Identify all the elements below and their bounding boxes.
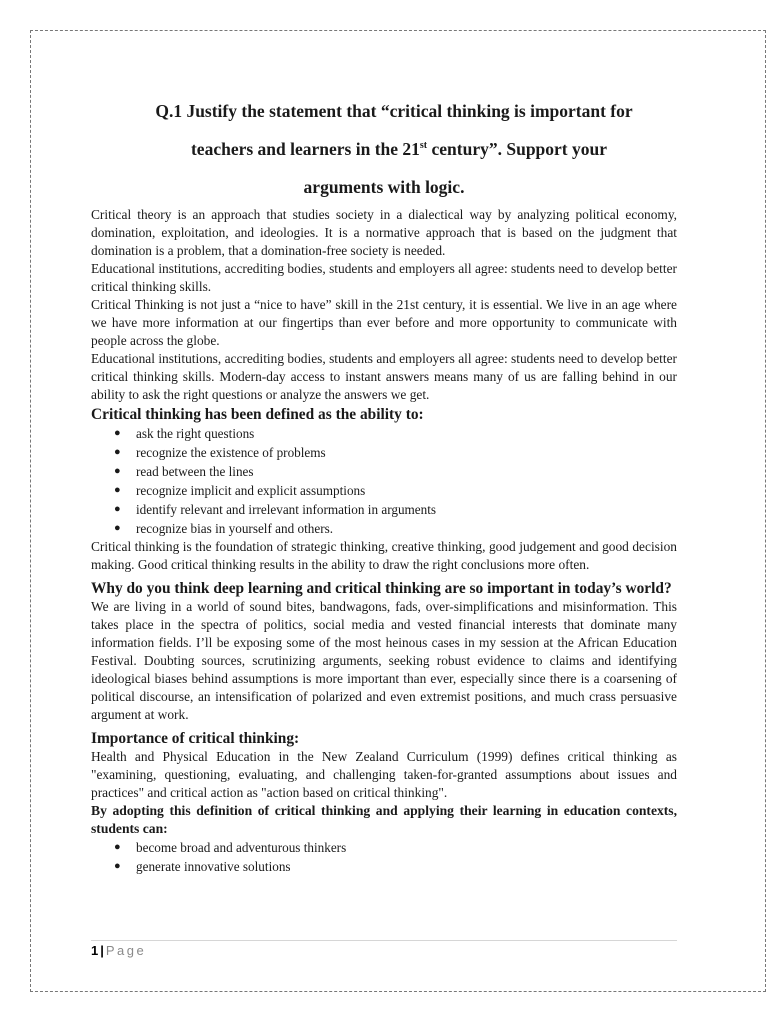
title-line-2-end: century”. Support your xyxy=(427,139,608,159)
list-item-text: read between the lines xyxy=(136,464,254,479)
list-item-text: ask the right questions xyxy=(136,426,255,441)
title-line-1: Q.1 Justify the statement that “critical thinking is important for xyxy=(155,101,633,121)
list-item xyxy=(91,519,677,538)
title-line-2 xyxy=(91,130,677,168)
title-line-2-start: teachers and learners in the 21 xyxy=(190,139,420,159)
importance-paragraph: Health and Physical Education in the New Zealand Curriculum (1999) defines critical thinking as "examining, questioning, evaluating, and challenging taken-for-granted assumptions about issues and practices" and critical action as "action based on critical thinking". xyxy=(91,749,677,800)
list-item-text: recognize the existence of problems xyxy=(136,445,326,460)
document-body xyxy=(91,92,677,876)
list-item-text: become broad and adventurous thinkers xyxy=(136,840,347,855)
footer-separator: | xyxy=(100,943,104,958)
page-footer xyxy=(91,943,146,959)
list-item xyxy=(91,462,677,481)
intro-paragraph-4: Educational institutions, accrediting bodies, students and employers all agree: students need to develop better critical thinking skills. Modern-day access to instant answers means many of us are falling behind in our ability to ask the right questions or analyze the answers we get. xyxy=(91,351,677,402)
list-item xyxy=(91,424,677,443)
students-can-list xyxy=(91,838,677,876)
intro-paragraph-3: Critical Thinking is not just a “nice to have” skill in the 21st century, it is essential. We live in an age where we have more information at our fingertips than ever before and more opportunity to communicate with people across the globe. xyxy=(91,297,677,348)
list-item-text: identify relevant and irrelevant information in arguments xyxy=(136,502,437,517)
bullet-icon: ● xyxy=(114,860,121,872)
importance-bold-paragraph: By adopting this definition of critical thinking and applying their learning in education contexts, students can: xyxy=(91,803,677,836)
bullet-icon: ● xyxy=(114,446,121,458)
why-paragraph: We are living in a world of sound bites, bandwagons, fads, over-simplifications and misinformation. This takes place in the spectra of politics, social media and vested financial interests that dominate many information fields. I’ll be exposing some of the most heinous cases in my session at the African Education Festival. Doubting sources, scrutinizing arguments, seeking robust evidence to claims and identifying ideological biases behind assumptions is more important than ever, especially since there is a coarsening of political discourse, an intensification of polarized and even extremist positions, and much crass persuasive argument at work. xyxy=(91,599,677,722)
list-item xyxy=(91,481,677,500)
bullet-icon: ● xyxy=(114,503,121,515)
section-heading-why: Why do you think deep learning and critical thinking are so important in today’s world? xyxy=(91,580,672,597)
list-item-text: generate innovative solutions xyxy=(136,859,291,874)
page-label: Page xyxy=(105,943,147,958)
bullet-icon: ● xyxy=(114,522,121,534)
title-superscript: st xyxy=(419,140,428,152)
definition-paragraph: Critical thinking is the foundation of strategic thinking, creative thinking, good judgement and good decision making. Good critical thinking results in the ability to draw the right conclusions more often. xyxy=(91,539,677,572)
intro-paragraph-2: Educational institutions, accrediting bodies, students and employers all agree: students need to develop better critical thinking skills. xyxy=(91,261,677,294)
bullet-icon: ● xyxy=(114,484,121,496)
title-line-3: arguments with logic. xyxy=(303,177,465,197)
definition-list xyxy=(91,424,677,538)
list-item xyxy=(91,500,677,519)
bullet-icon: ● xyxy=(114,465,121,477)
list-item-text: recognize bias in yourself and others. xyxy=(136,521,334,536)
list-item xyxy=(91,838,677,857)
intro-paragraph-1: Critical theory is an approach that studies society in a dialectical way by analyzing political economy, domination, exploitation, and ideologies. It is a normative approach that is based on the judgment that domination is a problem, that a domination-free society is needed. xyxy=(91,207,677,258)
footer-divider xyxy=(91,940,677,941)
section-heading-definition: Critical thinking has been defined as the ability to: xyxy=(91,406,424,423)
page-number: 1 xyxy=(91,943,99,958)
question-title xyxy=(91,92,677,206)
list-item-text: recognize implicit and explicit assumptions xyxy=(136,483,366,498)
bullet-icon: ● xyxy=(114,427,121,439)
list-item xyxy=(91,857,677,876)
bullet-icon: ● xyxy=(114,841,121,853)
list-item xyxy=(91,443,677,462)
section-heading-importance: Importance of critical thinking: xyxy=(91,730,300,747)
